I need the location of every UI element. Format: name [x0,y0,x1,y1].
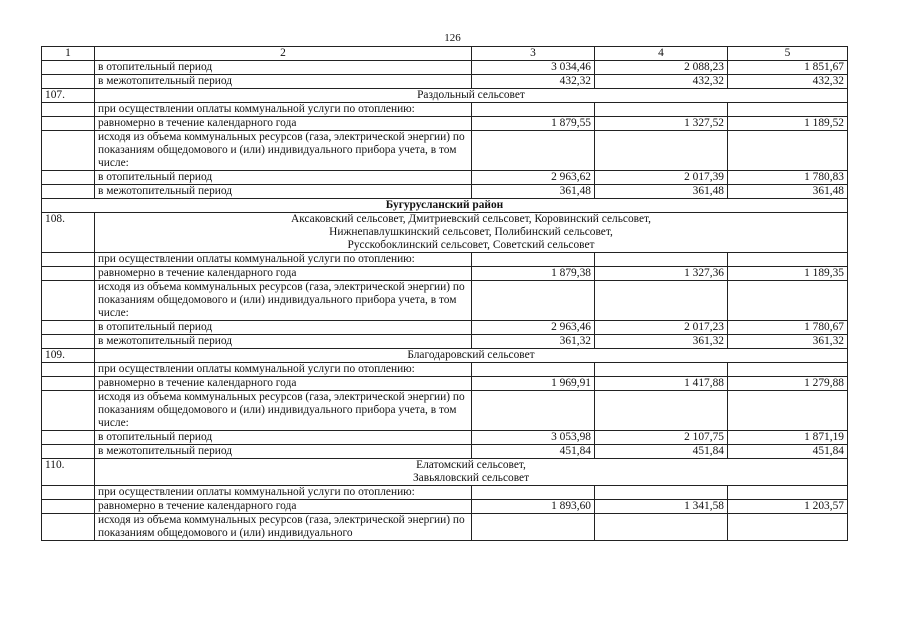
value-cell-col3: 361,48 [472,185,595,199]
row-number-cell [42,391,95,431]
value-cell-col3: 3 053,98 [472,431,595,445]
description-cell: исходя из объема коммунальных ресурсов (газа, электрической энергии) по показаниям общедомового и (или) индивидуального прибора учета, в том числе: [95,281,472,321]
settlement-name-line: Завьяловский сельсовет [412,472,530,484]
settlement-name-line: Благодаровский сельсовет [407,349,535,361]
row-number-cell [42,363,95,377]
value-cell-col5: 361,32 [728,335,848,349]
value-cell-col4: 1 417,88 [595,377,728,391]
description-cell: при осуществлении оплаты коммунальной услуги по отоплению: [95,103,472,117]
header-cell: 1 [42,47,95,61]
value-cell-col5 [728,486,848,500]
value-cell-col3 [472,391,595,431]
row-number-cell [42,171,95,185]
description-cell: при осуществлении оплаты коммунальной услуги по отоплению: [95,486,472,500]
value-cell-col4 [595,486,728,500]
value-cell-col5: 1 871,19 [728,431,848,445]
value-cell-col3: 2 963,62 [472,171,595,185]
table-row [42,117,848,131]
value-cell-col5: 1 780,67 [728,321,848,335]
settlement-name-line: Раздольный сельсовет [417,89,525,101]
table-row [42,75,848,89]
row-number-cell: 107. [42,89,95,103]
value-cell-col5: 1 189,52 [728,117,848,131]
row-number-cell [42,75,95,89]
value-cell-col5 [728,253,848,267]
value-cell-col4 [595,363,728,377]
description-cell: в межотопительный период [95,335,472,349]
row-number-cell [42,253,95,267]
value-cell-col5: 1 203,57 [728,500,848,514]
row-number-cell [42,185,95,199]
table-row [42,431,848,445]
value-cell-col4: 2 107,75 [595,431,728,445]
table-row [42,267,848,281]
description-cell: в отопительный период [95,61,472,75]
settlement-name-line: Русскобоклинский сельсовет, Советский сельсовет [347,239,595,251]
row-number-cell [42,377,95,391]
row-number-cell [42,321,95,335]
description-cell: в отопительный период [95,431,472,445]
description-cell: равномерно в течение календарного года [95,267,472,281]
value-cell-col3 [472,363,595,377]
value-cell-col4: 2 017,23 [595,321,728,335]
value-cell-col5: 1 189,35 [728,267,848,281]
value-cell-col4: 361,32 [595,335,728,349]
description-cell: в отопительный период [95,321,472,335]
row-number-cell [42,131,95,171]
table-row [42,321,848,335]
row-number-cell: 109. [42,349,95,363]
settlement-row [42,213,848,253]
description-cell: в отопительный период [95,171,472,185]
settlement-row [42,89,848,103]
value-cell-col5: 1 279,88 [728,377,848,391]
table-row [42,335,848,349]
value-cell-col4 [595,103,728,117]
value-cell-col5: 361,48 [728,185,848,199]
description-cell: исходя из объема коммунальных ресурсов (газа, электрической энергии) по показаниям общедомового и (или) индивидуального прибора учета, в том числе: [95,391,472,431]
description-cell: равномерно в течение календарного года [95,377,472,391]
header-cell: 5 [728,47,848,61]
value-cell-col3 [472,486,595,500]
row-number-cell [42,335,95,349]
row-number-cell [42,514,95,541]
value-cell-col4: 2 017,39 [595,171,728,185]
value-cell-col3 [472,253,595,267]
settlement-name-cell [95,459,848,486]
district-name-cell: Бугурусланский район [42,199,848,213]
table-body [42,61,848,541]
table-row [42,486,848,500]
table-row [42,131,848,171]
description-cell: в межотопительный период [95,185,472,199]
row-number-cell: 108. [42,213,95,253]
value-cell-col3: 1 879,55 [472,117,595,131]
value-cell-col4 [595,281,728,321]
table-row [42,500,848,514]
value-cell-col4: 361,48 [595,185,728,199]
value-cell-col4: 1 327,52 [595,117,728,131]
row-number-cell [42,281,95,321]
settlement-name-line: Елатомский сельсовет, [416,459,526,471]
value-cell-col3: 361,32 [472,335,595,349]
row-number-cell [42,267,95,281]
row-number-cell [42,103,95,117]
value-cell-col5 [728,391,848,431]
header-cell: 3 [472,47,595,61]
value-cell-col5: 1 851,67 [728,61,848,75]
value-cell-col3: 1 893,60 [472,500,595,514]
row-number-cell [42,61,95,75]
description-cell: в межотопительный период [95,75,472,89]
value-cell-col5: 1 780,83 [728,171,848,185]
settlement-name-line: Нижнепавлушкинский сельсовет, Полибинский сельсовет, [329,226,613,238]
value-cell-col3: 451,84 [472,445,595,459]
description-cell: исходя из объема коммунальных ресурсов (газа, электрической энергии) по показаниям общедомового и (или) индивидуального [95,514,472,541]
value-cell-col4: 451,84 [595,445,728,459]
value-cell-col4: 432,32 [595,75,728,89]
table-row [42,363,848,377]
header-row [42,47,848,61]
description-cell: в межотопительный период [95,445,472,459]
table-row [42,171,848,185]
value-cell-col4 [595,514,728,541]
row-number-cell: 110. [42,459,95,486]
value-cell-col3: 2 963,46 [472,321,595,335]
description-cell: при осуществлении оплаты коммунальной услуги по отоплению: [95,363,472,377]
settlement-name-line: Аксаковский сельсовет, Дмитриевский сельсовет, Коровинский сельсовет, [291,213,651,225]
row-number-cell [42,486,95,500]
table-row [42,103,848,117]
table-row [42,377,848,391]
value-cell-col3 [472,103,595,117]
table-row [42,281,848,321]
row-number-cell [42,500,95,514]
value-cell-col3 [472,281,595,321]
value-cell-col3: 1 969,91 [472,377,595,391]
value-cell-col5 [728,363,848,377]
settlement-row [42,459,848,486]
table-row [42,391,848,431]
district-row [42,199,848,213]
value-cell-col4 [595,391,728,431]
value-cell-col5 [728,514,848,541]
value-cell-col4 [595,253,728,267]
row-number-cell [42,431,95,445]
value-cell-col3: 432,32 [472,75,595,89]
description-cell: исходя из объема коммунальных ресурсов (газа, электрической энергии) по показаниям общедомового и (или) индивидуального прибора учета, в том числе: [95,131,472,171]
value-cell-col4 [595,131,728,171]
table-row [42,445,848,459]
value-cell-col4: 1 341,58 [595,500,728,514]
header-cell: 4 [595,47,728,61]
header-cell: 2 [95,47,472,61]
value-cell-col3: 3 034,46 [472,61,595,75]
description-cell: при осуществлении оплаты коммунальной услуги по отоплению: [95,253,472,267]
row-number-cell [42,445,95,459]
table-row [42,185,848,199]
value-cell-col3 [472,131,595,171]
value-cell-col3 [472,514,595,541]
page-number: 126 [444,32,461,44]
value-cell-col5 [728,131,848,171]
settlement-name-cell [95,89,848,103]
value-cell-col5 [728,281,848,321]
value-cell-col4: 2 088,23 [595,61,728,75]
value-cell-col5: 432,32 [728,75,848,89]
table-row [42,61,848,75]
value-cell-col3: 1 879,38 [472,267,595,281]
description-cell: равномерно в течение календарного года [95,117,472,131]
settlement-name-cell [95,349,848,363]
description-cell: равномерно в течение календарного года [95,500,472,514]
value-cell-col5 [728,103,848,117]
settlement-name-cell [95,213,848,253]
table-row [42,253,848,267]
settlement-row [42,349,848,363]
row-number-cell [42,117,95,131]
table-row [42,514,848,541]
tariff-table [41,46,848,541]
value-cell-col5: 451,84 [728,445,848,459]
value-cell-col4: 1 327,36 [595,267,728,281]
